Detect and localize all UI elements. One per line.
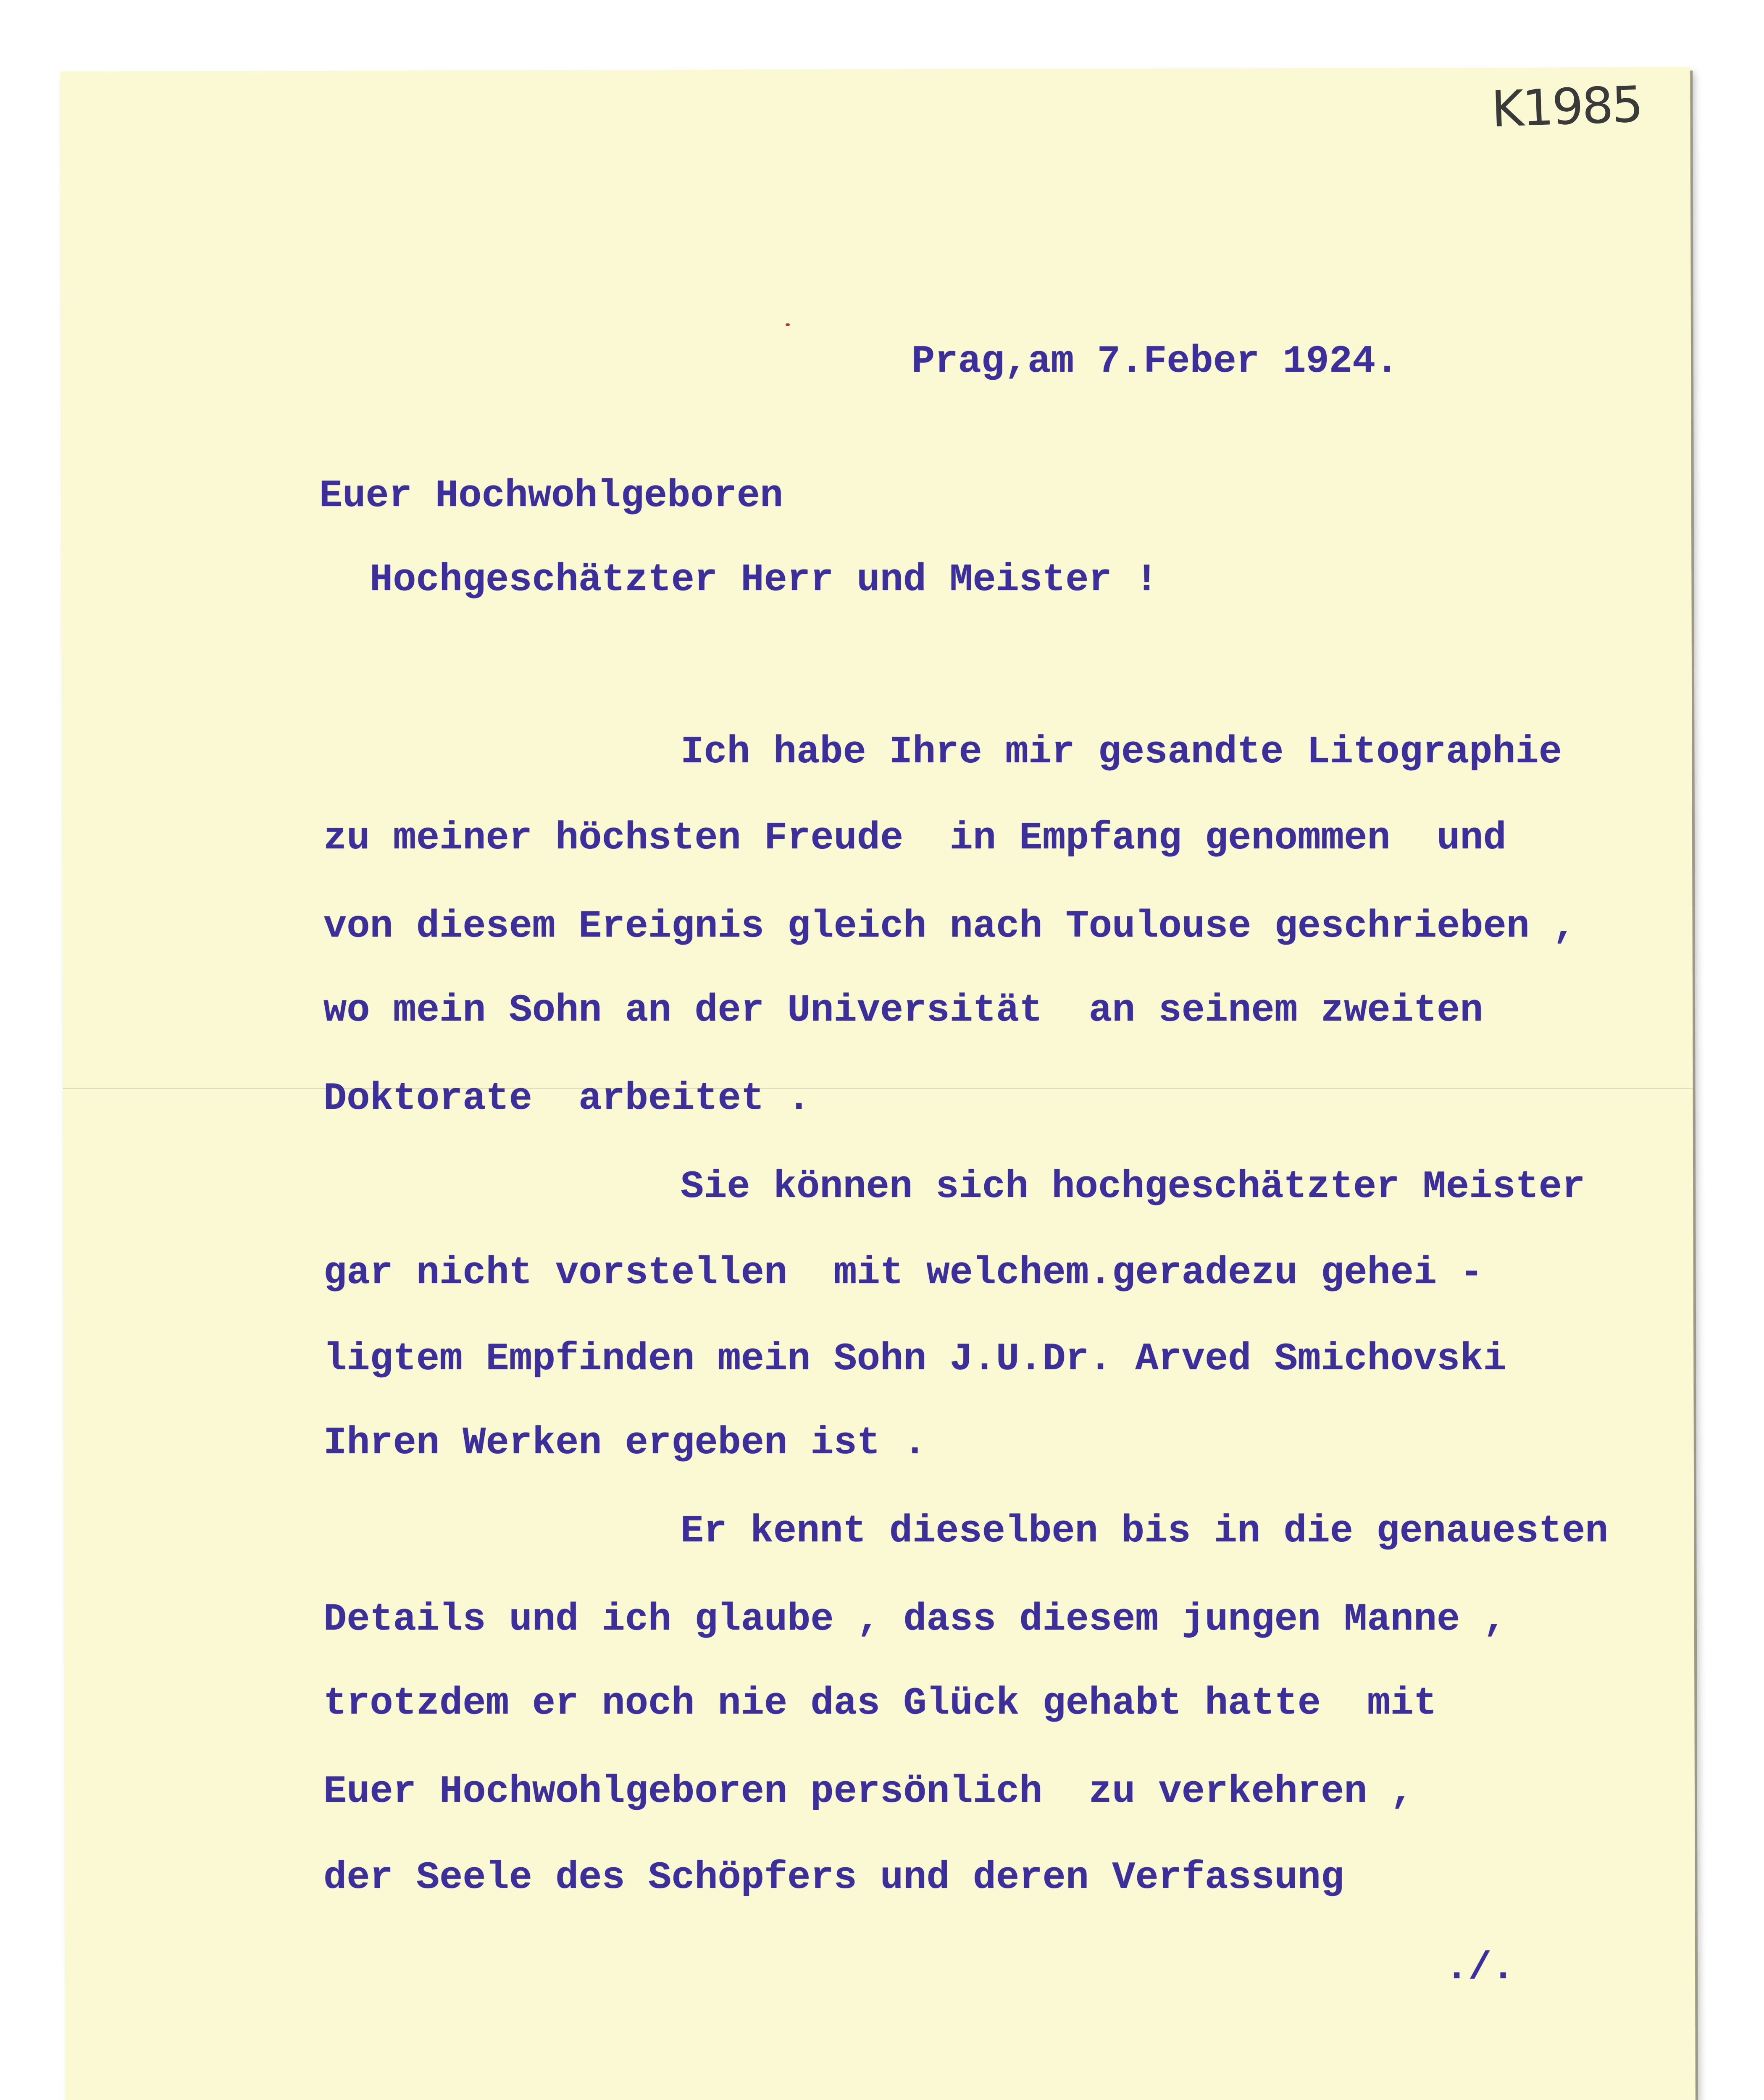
body-line: gar nicht vorstellen mit welchem.geradezu gehei - bbox=[323, 1251, 1483, 1295]
continuation-mark: ./. bbox=[1445, 1946, 1515, 1990]
ink-speck bbox=[786, 323, 790, 326]
body-line: ligtem Empfinden mein Sohn J.U.Dr. Arved Smichovski bbox=[323, 1337, 1506, 1381]
salutation-line-1: Euer Hochwohlgeboren bbox=[319, 474, 783, 518]
body-line: wo mein Sohn an der Universität an seinem zweiten bbox=[323, 988, 1483, 1032]
body-line: trotzdem er noch nie das Glück gehabt hatte mit bbox=[323, 1681, 1437, 1725]
body-line: Doktorate arbeitet . bbox=[323, 1076, 811, 1121]
body-line: der Seele des Schöpfers und deren Verfassung bbox=[323, 1856, 1344, 1900]
body-line: Er kennt dieselben bis in die genauesten bbox=[681, 1509, 1609, 1553]
body-line: Euer Hochwohlgeboren persönlich zu verkehren , bbox=[323, 1769, 1414, 1814]
body-line: Sie können sich hochgeschätzter Meister bbox=[681, 1165, 1585, 1209]
paper-fold bbox=[63, 1088, 1693, 1089]
body-line: von diesem Ereignis gleich nach Toulouse geschrieben , bbox=[323, 904, 1576, 948]
date-line: Prag,am 7.Feber 1924. bbox=[912, 339, 1399, 383]
body-line: Ich habe Ihre mir gesandte Litographie bbox=[681, 730, 1562, 774]
body-line: zu meiner höchsten Freude in Empfang genommen und bbox=[323, 816, 1506, 860]
body-line: Ihren Werken ergeben ist . bbox=[323, 1421, 927, 1465]
archive-number: K1985 bbox=[1490, 75, 1643, 139]
salutation-line-2: Hochgeschätzter Herr und Meister ! bbox=[370, 558, 1159, 602]
body-line: Details und ich glaube , dass diesem jungen Manne , bbox=[323, 1597, 1506, 1641]
